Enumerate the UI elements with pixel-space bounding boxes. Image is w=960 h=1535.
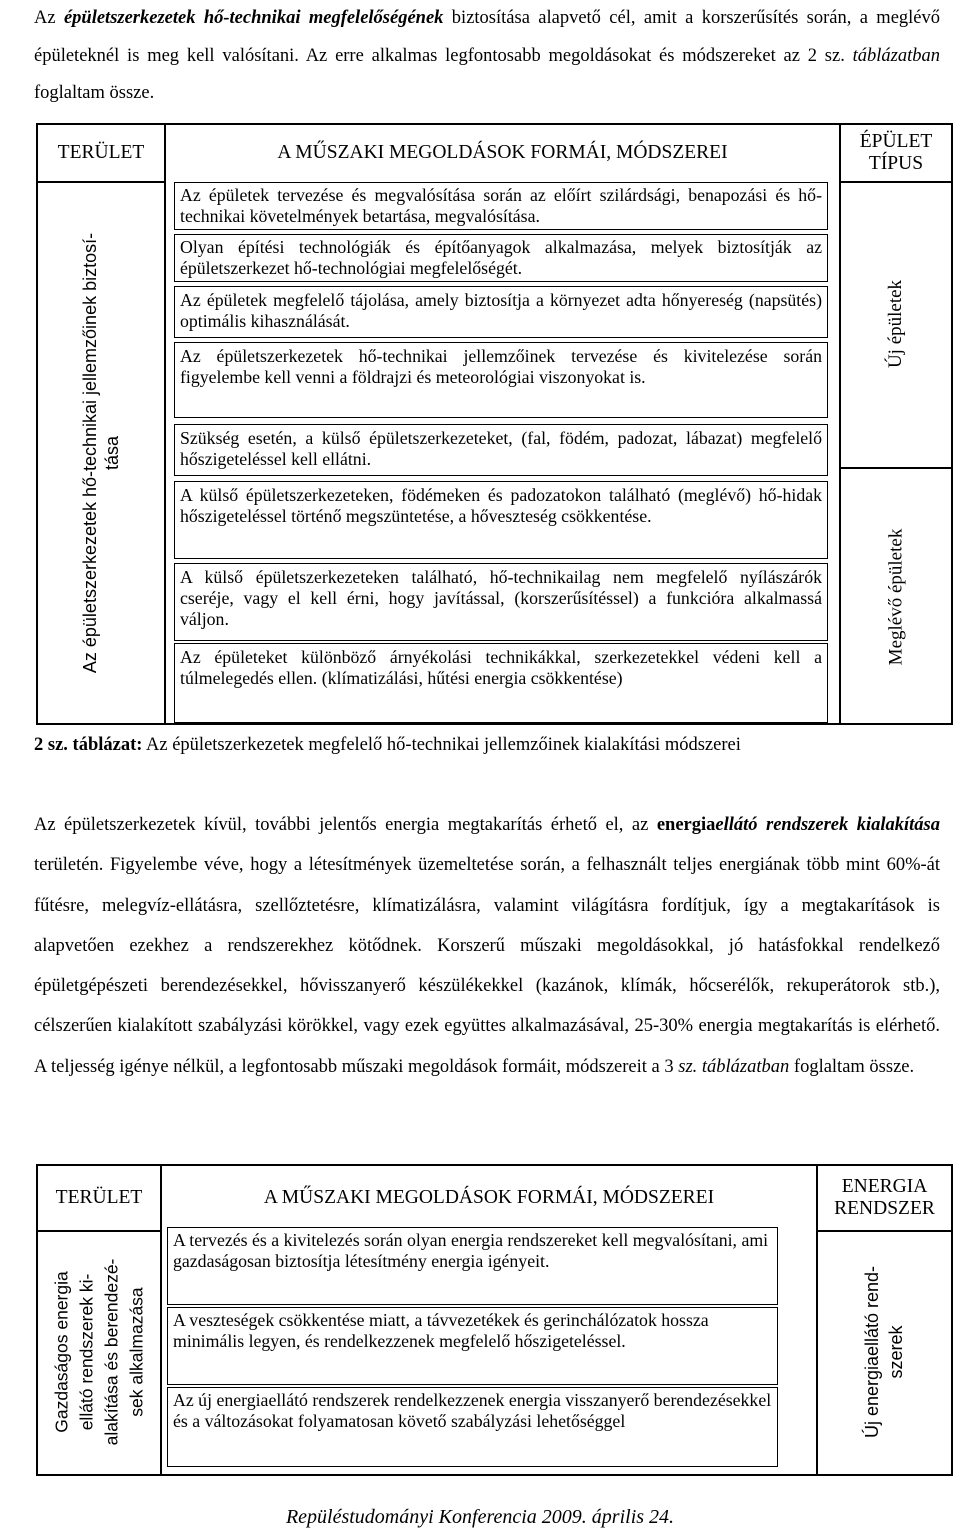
table2-area-label [38,1230,160,1474]
table1-header-area: TERÜLET [57,142,145,163]
text-run: biztosítása alapvető cél, amit a korszerűsítés során, a meglévő épületeknél is meg kell valósítani. Az erre alkalmas legfontosabb megoldásokat és módszereket az 2 sz. [34,8,941,66]
area-line: alakítása és berendezé- [101,1258,122,1446]
body-paragraph [34,805,940,1087]
table2-row: A veszteségek csökkentése miatt, a távvezetékek és gerinchálózatok hossza minimális legyen, és rendelkezzenek megfelelő hőszigeteléssel. [167,1307,778,1385]
header-line: ENERGIA [841,1176,928,1197]
caption-text: Az épületszerkezetek megfelelő hő-technikai jellemzőinek kialakítási módszerei [142,735,741,755]
caption-label: 2 sz. táblázat: [34,735,143,755]
table1-row: A külső épületszerkezeteken, födémeken és padozatokon található (meglévő) hő-hidak hőszigeteléssel történő megszüntetése, a hőveszteség csökkentése. [174,481,828,559]
table1-row: Az épületek megfelelő tájolása, amely biztosítja a környezet adta hőnyereség (napsütés) optimális kihasználását. [174,286,828,338]
table2-header-methods: A MŰSZAKI MEGOLDÁSOK FORMÁI, MÓDSZEREI [263,1187,715,1208]
area-line: Gazdaságos energia [51,1271,72,1433]
page-footer: Repüléstudományi Konferencia 2009. április 24. [285,1506,675,1528]
table1-row: Az épületeket különböző árnyékolási technikákkal, szerkezetekkel védeni kell a túlmelegedés ellen. (klímatizálási, hűtési energia csökkentése) [174,643,828,723]
intro-paragraph [34,0,940,113]
text-run: foglaltam össze. [789,1056,915,1077]
table2-header-area: TERÜLET [55,1187,143,1208]
table2-type-label [818,1230,951,1474]
table1-row: Szükség esetén, a külső épületszerkezeteket, (fal, födém, padozat, lábazat) megfelelő hőszigeteléssel kell ellátni. [174,424,828,476]
table1-header-methods: A MŰSZAKI MEGOLDÁSOK FORMÁI, MÓDSZEREI [277,142,728,163]
table1-header-type [841,125,951,181]
area-line: ellátó rendszerek ki- [76,1273,97,1431]
emphasis-text: táblázatban [852,45,940,66]
emphasis-text: épületszerkezetek hő-technikai megfelelőségének [63,8,444,28]
text-run: Az [34,8,64,28]
area-line: sek alkalmazása [126,1287,147,1417]
type-line: szerek [886,1325,907,1379]
emphasis-text: sz. táblázatban [678,1056,790,1077]
table1-row: Az épületek tervezése és megvalósítása során az előírt szilárdsági, benapozási és hő-technikai követelmények betartása, megvalósítása. [174,182,828,230]
bold-text: energia [656,815,716,835]
area-line: Az épületszerkezetek hő-technikai jellemzőinek biztosí- [80,232,100,674]
table2-row: Az új energiaellátó rendszerek rendelkezzenek energia visszanyerő berendezésekkel és a változásokat folyamatosan követő szabályzási lehetőséggel [167,1387,778,1467]
type-line: Új energiaellátó rend- [862,1265,883,1439]
area-line: tása [102,435,122,471]
header-line: ÉPÜLET [859,131,933,152]
emphasis-text: ellátó rendszerek kialakítása [715,815,940,835]
header-line: TÍPUS [868,153,924,174]
type-new-label: Új épületek [884,279,906,369]
type-existing-label: Meglévő épületek [885,528,906,665]
table1-type-existing [841,468,951,725]
table1-row: A külső épületszerkezeteken található, hő-technikailag nem megfelelő nyílászárók cseréje, vagy el kell érni, hogy javítással, (korszerűsítéssel) a funkcióra alkalmassá váljon. [174,563,828,641]
header-line: RENDSZER [834,1198,935,1219]
table1-area-label [38,181,164,725]
table1-type-new [841,181,951,467]
text-run: területén. Figyelembe véve, hogy a létesítmények üzemeltetése során, a felhasznált teljes energiának több mint 60%-át fűtésre, melegvíz-ellátásra, szellőztetésre, klímatizálásra, valamint világításra fordítjuk, így a megtakarítások is alapvetően ezekhez a rendszerekhez kötődnek. Korszerű műszaki megoldásokkal, jó hatásfokkal rendelkező épületgépészeti berendezésekkel, hővisszanyerő készülékekkel (kazánok, klímák, hőcserélők, rekuperátorok stb.), célszerűen kialakított szabályzási körökkel, vagy ezek együttes alkalmazásával, 25-30% energia megtakarítás is elérhető. A teljesség igénye nélkül, a legfontosabb műszaki megoldások formáit, módszereit a 3 [34,855,940,1077]
text-run: Az épületszerkezetek kívül, további jelentős energia megtakarítás érhető el, az [34,815,657,835]
table1-caption [34,735,741,756]
table2-row: A tervezés és a kivitelezés során olyan energia rendszereket kell megvalósítani, ami gazdaságosan biztosítja létesítmény energia igényeit. [167,1227,778,1305]
table1-row: Az épületszerkezetek hő-technikai jellemzőinek tervezése és kivitelezése során figyelembe kell venni a földrajzi és meteorológiai viszonyokat is. [174,342,828,418]
text-run: foglaltam össze. [34,83,155,103]
table1-row: Olyan építési technológiák és építőanyagok alkalmazása, melyek biztosítják az épületszerkezet hő-technológiai megfelelőségét. [174,234,828,282]
table2-header-type [818,1166,951,1230]
